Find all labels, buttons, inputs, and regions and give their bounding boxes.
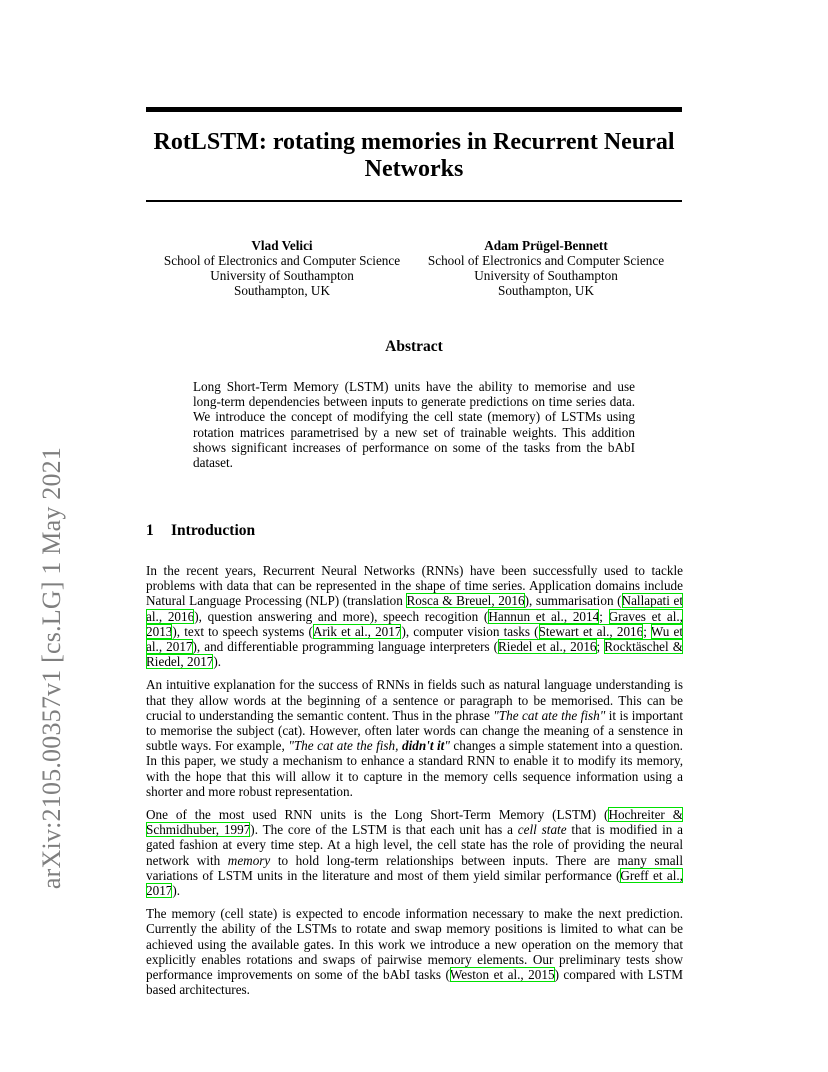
citation-link[interactable]: Hannun et al., 2014 [488, 608, 600, 624]
author-location: Southampton, UK [234, 283, 330, 298]
citation-link[interactable]: Wu et al., 2017 [146, 623, 683, 655]
author-department: School of Electronics and Computer Science [427, 253, 665, 268]
text-run: ), question answering and more), speech recogition ( [194, 608, 489, 624]
citation-link[interactable]: Graves et al., 2013 [146, 608, 683, 639]
text-run: ; [643, 623, 651, 639]
arxiv-identifier: arXiv:2105.00357v1 [cs.LG] 1 May 2021 [37, 446, 66, 890]
abstract-text: Long Short-Term Memory (LSTM) units have the ability to memorise and use long-term dependencies between inputs to generate predictions on time series data. We introduce the concept of modifying the cell state (memory) of LSTMs using rotation matrices parametrised by a new set of trainable weights. This addition shows significant increases of performance on some of the tasks from the bAbI dataset. [193, 379, 635, 471]
citation-link[interactable]: Nallapati et al., 2016 [146, 593, 684, 624]
author-department: School of Electronics and Computer Science [163, 253, 401, 268]
section-number: 1 [146, 522, 154, 539]
italic-quote: "The cat ate the fish, [288, 738, 402, 754]
text-run: to hold long-term relationships between inputs. There are many small variations of LSTM units in the literature and most of them yield similar performance ( [146, 852, 683, 883]
title-top-rule [146, 107, 682, 112]
text-run: One of the most used RNN units is the Long Short-Term Memory (LSTM) ( [146, 807, 609, 823]
text-run: ), text to speech systems ( [172, 623, 313, 639]
author-location: Southampton, UK [498, 283, 594, 298]
text-run: In the recent years, Recurrent Neural Networks (RNNs) have been successfully used to tackle problems with data that can be represented in the shape of time series. Application domains include Natural Language Processing (NLP) (translation [146, 563, 683, 609]
paragraph [146, 563, 683, 669]
text-run: ), and differentiable programming language interpreters ( [192, 639, 499, 655]
citation-link[interactable]: Greff et al., 2017 [146, 867, 683, 899]
citation-link[interactable]: Rocktäschel & Riedel, 2017 [146, 639, 683, 670]
paragraph [146, 807, 683, 898]
author-university: University of Southampton [474, 268, 618, 283]
text-run: ), summarisation ( [524, 593, 622, 609]
text-run: ; [596, 639, 605, 655]
author-block [416, 238, 676, 298]
text-run: ). The core of the LSTM is that each unit has a [250, 822, 518, 838]
author-block [152, 238, 412, 298]
abstract-heading: Abstract [385, 338, 443, 355]
text-run: it is important to memorise the subject (cat). However, often later words can change the meaning of a senstence in subtle ways. For example, [146, 707, 683, 754]
text-run: An intuitive explanation for the success of RNNs in fields such as natural language understanding is that they allow words at the beginning of a sentence or paragraph to be memorised. This can be crucial to understanding the semantic content. Thus in the phrase [146, 677, 683, 723]
title-bottom-rule [146, 200, 682, 202]
citation-link[interactable]: Arik et al., 2017 [312, 623, 402, 639]
text-run: ). [172, 883, 181, 899]
paragraph [146, 906, 683, 997]
text-run: that is modified in a gated fashion at every time step. At a high level, the cell state has the role of providing the neural network with [146, 822, 683, 868]
paragraph [146, 677, 683, 799]
citation-link[interactable]: Riedel et al., 2016 [498, 639, 597, 655]
text-run: The memory (cell state) is expected to encode information necessary to make the next prediction. Currently the ability of the LSTMs to rotate and swap memory positions is limited to what can be achieved using the available gates. In this work we introduce a new operation on the memory that explicitly enables rotations and swaps of pairwise memory elements. Our preliminary tests show performance improvements on some of the bAbI tasks ( [146, 906, 683, 983]
citation-link[interactable]: Hochreiter & Schmidhuber, 1997 [146, 807, 683, 838]
text-run: ) compared with LSTM based architectures. [146, 967, 683, 998]
italic-quote: " [444, 738, 450, 754]
text-run: ), computer vision tasks ( [401, 623, 539, 639]
text-run: ). [213, 654, 222, 670]
citation-link[interactable]: Weston et al., 2015 [449, 967, 555, 983]
section-title: Introduction [171, 522, 256, 539]
citation-link[interactable]: Rosca & Breuel, 2016 [406, 593, 525, 609]
citation-link[interactable]: Stewart et al., 2016 [538, 623, 644, 639]
text-run: changes a simple statement into a question. In this paper, we study a mechanism to enhance a standard RNN to enable it to modify its memory, with the hope that this will allow it to capture in the memory cells sequence information using a shorter and more robust representation. [146, 738, 683, 799]
italic-term: cell state [517, 822, 567, 838]
introduction-body [146, 563, 683, 1005]
author-name: Vlad Velici [251, 238, 313, 253]
author-university: University of Southampton [210, 268, 354, 283]
text-run: ; [599, 608, 609, 624]
author-name: Adam Prügel-Bennett [484, 238, 608, 253]
italic-term: memory [227, 852, 271, 868]
bold-italic-emphasis: didn't it [401, 738, 445, 754]
paper-title: RotLSTM: rotating memories in Recurrent Neural Networks [153, 129, 675, 182]
italic-quote: "The cat ate the fish" [493, 707, 606, 723]
section-heading [146, 522, 255, 540]
